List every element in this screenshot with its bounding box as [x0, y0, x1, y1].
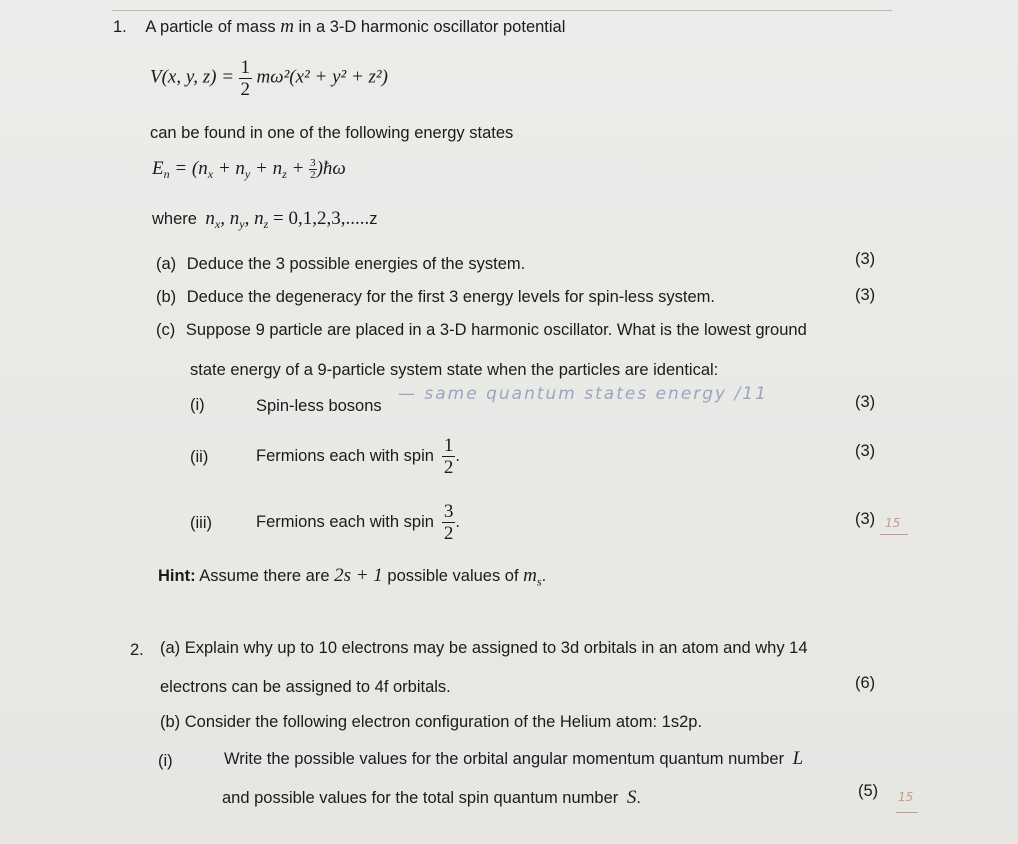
- handwritten-note: — same quantum states energy /11: [398, 384, 768, 404]
- q2-sub-i-line2: and possible values for the total spin quantum number S.: [222, 787, 641, 808]
- spin-three-halves-fraction: $\frac{3}{2}$: [443, 500, 454, 544]
- sub-i-text: Spin-less bosons: [256, 397, 382, 415]
- sub-iii-label: (iii): [190, 514, 212, 532]
- hint-line: Hint: Assume there are 2s + 1 possible values of $m_s$.: [158, 565, 547, 589]
- q2-part-a-line2: electrons can be assigned to 4f orbitals.: [160, 678, 451, 696]
- q2-number: 2.: [130, 641, 144, 659]
- energy-three-halves: $\frac{3}{2}$: [310, 157, 316, 182]
- sub-i-marks: (3): [855, 393, 876, 411]
- q1-line: [113, 16, 565, 38]
- q1-intro: A particle of mass: [145, 18, 276, 36]
- top-rule: [112, 10, 892, 11]
- sub-iii-text: Fermions each with spin $\frac{3}{2}$ .: [256, 500, 461, 544]
- q1-intro-rest: in a 3-D harmonic oscillator potential: [298, 18, 566, 36]
- potential-half: $\frac{1}{2}$: [240, 57, 250, 100]
- q2-sub-i-label: (i): [158, 752, 173, 770]
- part-a: (a) Deduce the 3 possible energies of the system.: [156, 255, 526, 273]
- sub-iii-marks: (3): [855, 510, 876, 528]
- q1-handwritten-total: 15: [885, 516, 901, 530]
- potential-rhs: mω²(x² + y² + z²): [256, 66, 388, 88]
- q2-part-a: (a) Explain why up to 10 electrons may be assigned to 3d orbitals in an atom and why 14: [160, 639, 808, 657]
- q2-part-a-marks: (6): [855, 674, 876, 692]
- energy-equation: $E_n = (n_x + n_y + n_z$ + $\frac{3}{2}$ )ħω: [152, 157, 346, 182]
- part-a-marks: (3): [855, 250, 876, 268]
- q1-number: 1.: [113, 18, 127, 36]
- q2-handwritten-total: 15: [898, 790, 914, 804]
- part-c-line2: state energy of a 9-particle system state when the particles are identical:: [190, 361, 719, 379]
- sub-i-label: (i): [190, 396, 205, 414]
- part-b: (b) Deduce the degeneracy for the first 3 energy levels for spin-less system.: [156, 288, 716, 306]
- q1-total-underline: [880, 534, 908, 535]
- where-line: where $n_x$, $n_y$, $n_z = 0,1,2,3,.....z$: [152, 208, 378, 232]
- q2-total-underline: [896, 812, 918, 813]
- spin-half-fraction: $\frac{1}{2}$: [443, 434, 454, 478]
- sub-ii-marks: (3): [855, 442, 876, 460]
- part-b-marks: (3): [855, 286, 876, 304]
- q1-mass-symbol: m: [280, 16, 294, 37]
- q2-part-b: (b) Consider the following electron configuration of the Helium atom: 1s2p.: [160, 713, 703, 731]
- sub-ii-label: (ii): [190, 448, 209, 466]
- sub-ii-text: Fermions each with spin $\frac{1}{2}$ .: [256, 434, 461, 478]
- q2-sub-i-marks: (5): [858, 782, 879, 800]
- states-intro: can be found in one of the following energy states: [150, 124, 514, 142]
- potential-equation: [150, 58, 388, 99]
- q2-sub-i-text: Write the possible values for the orbital angular momentum quantum number L: [224, 748, 804, 769]
- part-c: (c) Suppose 9 particle are placed in a 3-D harmonic oscillator. What is the lowest ground: [156, 321, 807, 339]
- potential-lhs: V(x, y, z) =: [150, 66, 235, 88]
